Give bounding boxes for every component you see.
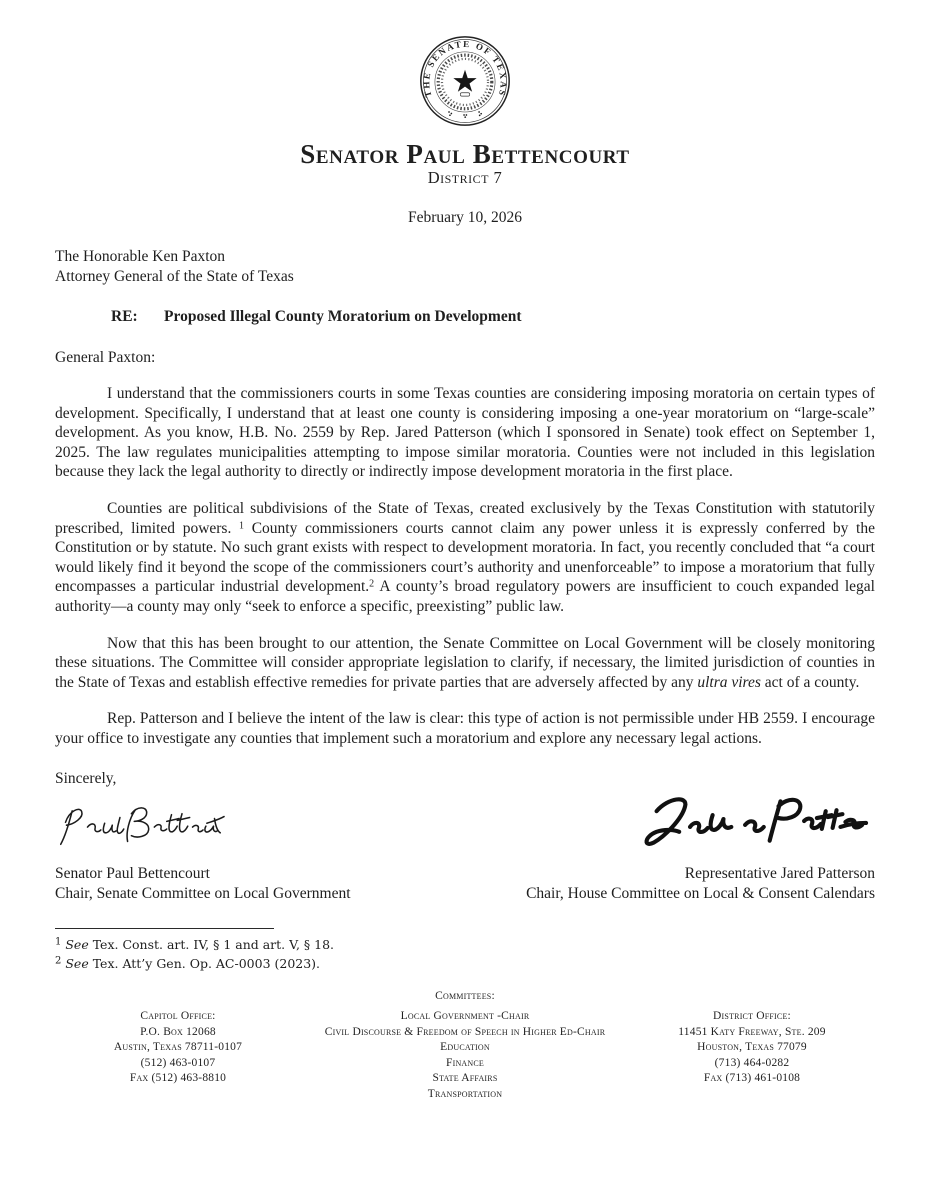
italic-text: ultra vires <box>697 673 761 691</box>
seal-text: THE SENATE OF TEXAS <box>421 38 509 99</box>
body-paragraph-3: Now that this has been brought to our attention, the Senate Committee on Local Government will be closely monitoring these situations. The Committee will consider appropriate legislation to clarify, if necessary, the limited jurisdiction of counties in the State of Texas and establish effective remedies for private parties that are adversely affected by any ultra vires act of a county. <box>55 634 875 691</box>
footer-columns <box>55 1009 875 1102</box>
page-footer <box>55 989 875 1103</box>
patterson-signature <box>631 790 869 854</box>
footer-line: (512) 463-0107 <box>140 1056 216 1069</box>
signatory-right <box>526 864 875 904</box>
sender-name: Senator Paul Bettencourt <box>300 139 630 169</box>
subject-text: Proposed Illegal County Moratorium on Development <box>164 308 522 325</box>
footer-line: P.O. Box 12068 <box>140 1025 216 1038</box>
signatory-right-name: Representative Jared Patterson <box>684 865 875 882</box>
signatory-left-title: Chair, Senate Committee on Local Government <box>55 884 351 902</box>
footnote-1: $^1$ See Tex. Const. art. IV, § 1 and art. V, § 18. <box>55 936 335 952</box>
footer-line: District Office: <box>713 1010 791 1023</box>
footer-line: Capitol Office: <box>140 1010 216 1023</box>
body-paragraph-4: Rep. Patterson and I believe the intent of the law is clear: this type of action is not permissible under HB 2559. I encourage your office to investigate any counties that implement such a moratorium and explore any necessary legal actions. <box>55 710 875 747</box>
salutation: General Paxton: <box>55 348 156 366</box>
italic-text: See <box>65 936 89 952</box>
district-office-block <box>629 1009 875 1102</box>
closing: Sincerely, <box>55 769 117 787</box>
footnote-separator <box>55 928 274 929</box>
italic-text: See <box>65 956 89 972</box>
letterhead <box>55 34 875 227</box>
subject-line <box>55 307 875 327</box>
recipient-title: Attorney General of the State of Texas <box>55 267 294 285</box>
signatory-names-row <box>55 864 875 904</box>
svg-text:THE SENATE OF TEXAS <box>421 39 509 99</box>
footer-line: State Affairs <box>432 1072 498 1085</box>
footnote-2: $^2$ See Tex. Att’y Gen. Op. AC-0003 (2023). <box>55 955 321 972</box>
footnote-reference: 1 <box>55 936 62 948</box>
footer-line: Houston, Texas 77079 <box>697 1041 807 1054</box>
footnotes <box>55 935 875 974</box>
footnote-reference: 2 <box>55 955 62 967</box>
recipient-name: The Honorable Ken Paxton <box>55 248 226 265</box>
committees-list <box>301 1009 629 1102</box>
signatory-left <box>55 864 351 904</box>
footer-line: (713) 464-0282 <box>714 1056 790 1069</box>
signature-row <box>55 790 875 862</box>
footer-line: Education <box>440 1041 490 1054</box>
footer-line: Fax (512) 463-8810 <box>129 1072 227 1085</box>
footer-line: Transportation <box>427 1087 503 1100</box>
body-paragraph-1: I understand that the commissioners courts in some Texas counties are considering imposing moratoria on certain types of development. Specifically, I understand that at least one county is considering imposing a one-year moratorium on “large-scale” development. As you know, H.B. No. 2559 by Rep. Jared Patterson (which I sponsored in Senate) took effect on September 1, 2025. The law regulates municipalities attempting to impose similar moratoria. Counties were not included in this legislation because they lack the legal authority to directly or indirectly impose development moratoria in the first place. <box>55 385 875 481</box>
footer-line: Local Government -Chair <box>400 1010 530 1023</box>
signatory-right-title: Chair, House Committee on Local & Consent Calendars <box>526 884 875 902</box>
footer-line: Austin, Texas 78711-0107 <box>113 1041 243 1054</box>
footer-line: Civil Discourse & Freedom of Speech in Higher Ed-Chair <box>324 1025 606 1038</box>
letter-date: February 10, 2026 <box>407 209 523 226</box>
bettencourt-signature <box>55 798 225 860</box>
body-paragraph-2: Counties are political subdivisions of the State of Texas, created exclusively by the Texas Constitution with statutorily prescribed, limited powers. $^1$ County commissioners courts cannot claim any power unless it is expressly conferred by the Constitution or by statute. No such grant exists with respect to development moratoria. In fact, you recently concluded that “a court would likely find it beyond the scope of the commissioners court’s authority and unenforceable” to impose a moratorium that fully encompasses a particular industrial development.$^2$ A county’s broad regulatory powers are insufficient to couch expanded legal authority—a county may only “seek to enforce a specific, preexisting” public law. <box>55 499 875 615</box>
footer-line: Fax (713) 461-0108 <box>703 1072 801 1085</box>
senate-of-texas-seal-icon <box>418 34 512 128</box>
sender-district: District 7 <box>427 168 503 187</box>
capitol-office-block <box>55 1009 301 1102</box>
star-icon <box>453 70 476 92</box>
subject-label: RE: <box>111 308 138 325</box>
recipient-block <box>55 247 875 286</box>
footnote-reference: 1 <box>239 520 245 532</box>
footer-line: 11451 Katy Freeway, Ste. 209 <box>678 1025 826 1038</box>
footnote-reference: 2 <box>369 578 375 590</box>
committees-label: Committees: <box>435 989 495 1002</box>
signatory-left-name: Senator Paul Bettencourt <box>55 865 210 882</box>
footer-line: Finance <box>445 1056 484 1069</box>
